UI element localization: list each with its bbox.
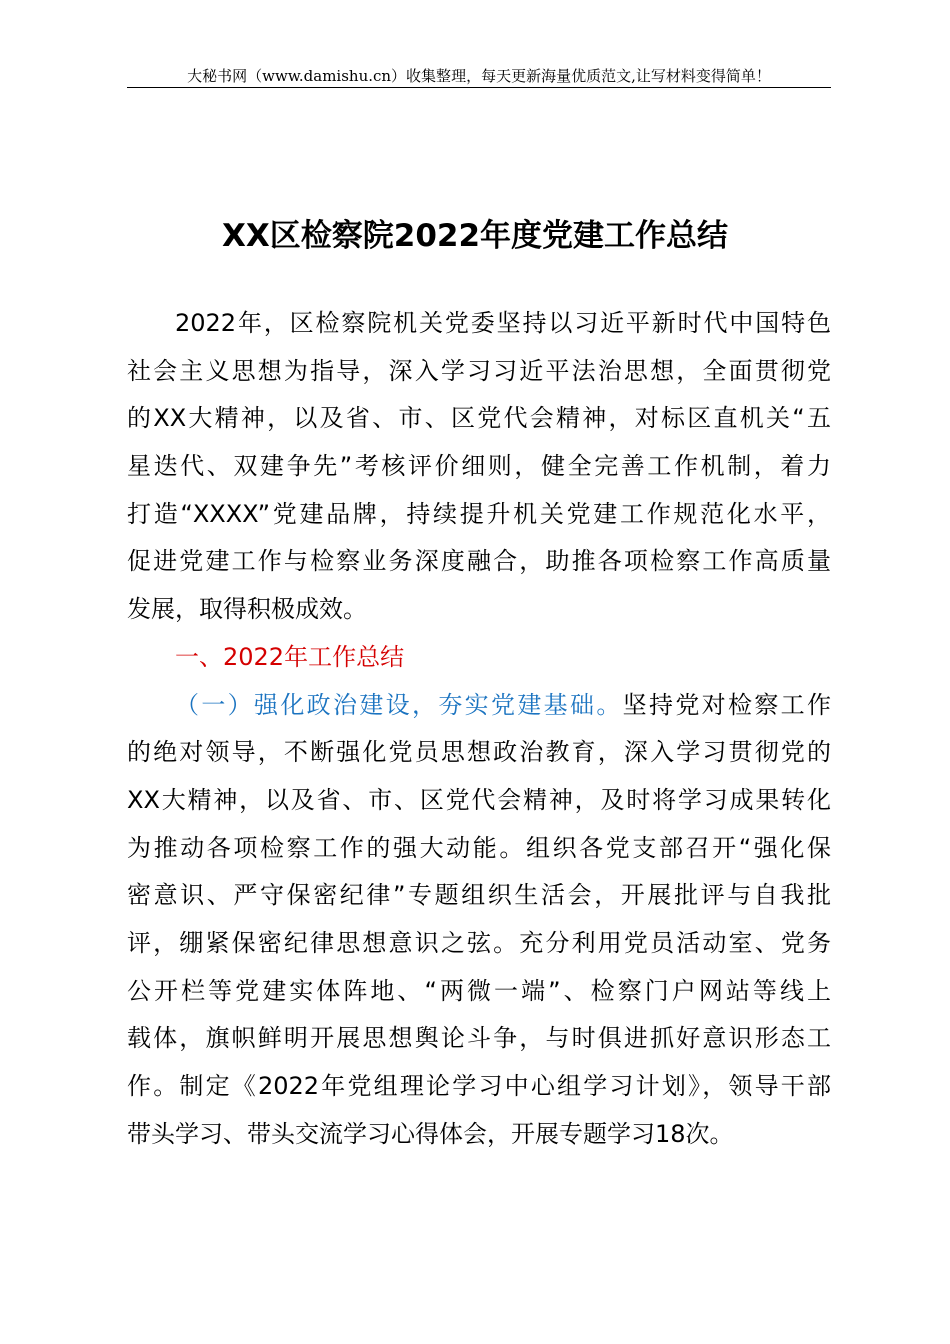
subsection-first-line-text: 坚持党对检察工作: [622, 690, 832, 719]
paragraph-line: 带头学习、带头交流学习心得体会，开展专题学习18次。: [127, 1119, 734, 1148]
intro-line: 星迭代、双建争先”考核评价细则，健全完善工作机制，着力: [127, 452, 831, 481]
intro-line: 发展，取得积极成效。: [127, 595, 367, 624]
subsection-first-line: [127, 682, 831, 730]
intro-line: 社会主义思想为指导，深入学习习近平法治思想，全面贯彻党: [127, 356, 831, 385]
paragraph-line: 作。制定《2022年党组理论学习中心组学习计划》，领导干部: [127, 1072, 831, 1100]
paragraph-line: 载体，旗帜鲜明开展思想舆论斗争，与时俱进抓好意识形态工: [127, 1024, 831, 1053]
paragraph-line: 公开栏等党建实体阵地、“两微一端”、检察门户网站等线上: [127, 976, 831, 1005]
intro-line: 的XX大精神，以及省、市、区党代会精神，对标区直机关“五: [127, 404, 831, 433]
paragraph-line: 为推动各项检察工作的强大动能。组织各党支部召开“强化保: [127, 833, 831, 862]
page-header-watermark: 大秘书网（www.damishu.cn）收集整理，每天更新海量优质范文,让写材料变得简单！: [187, 67, 771, 85]
intro-line: 打造“XXXX”党建品牌，持续提升机关党建工作规范化水平，: [127, 499, 831, 528]
subsection-heading: （一）强化政治建设，夯实党建基础。: [175, 690, 623, 719]
paragraph-line: 评，绷紧保密纪律思想意识之弦。充分利用党员活动室、党务: [127, 928, 831, 957]
document-body: [127, 300, 831, 1158]
document-title: XX区检察院2022年度党建工作总结: [221, 218, 729, 254]
header-divider: [127, 87, 831, 88]
paragraph-line: 的绝对领导，不断强化党员思想政治教育，深入学习贯彻党的: [127, 738, 831, 767]
section-heading: 一、2022年工作总结: [175, 642, 405, 671]
intro-line: 促进党建工作与检察业务深度融合，助推各项检察工作高质量: [127, 547, 831, 576]
paragraph-line: 密意识、严守保密纪律”专题组织生活会，开展批评与自我批: [127, 881, 831, 910]
intro-line: 2022年，区检察院机关党委坚持以习近平新时代中国特色: [175, 309, 831, 337]
paragraph-line: XX大精神，以及省、市、区党代会精神，及时将学习成果转化: [127, 785, 831, 814]
